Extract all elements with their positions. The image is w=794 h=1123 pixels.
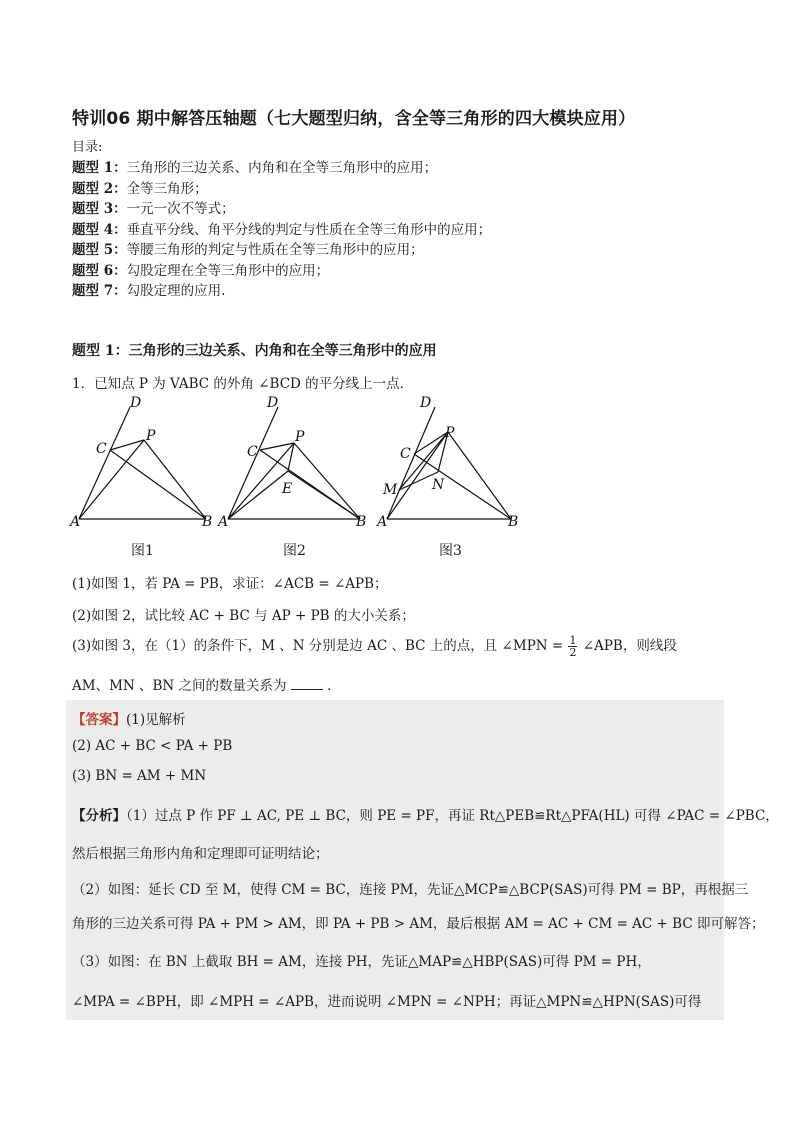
analysis-text: （1）过点 P 作 PF ⊥ AC, PE ⊥ BC，则 PE = PF，再证 Rt△PEB≌Rt△PFA(HL) 可得 ∠PAC = ∠PBC， (126, 808, 779, 824)
analysis-line: 然后根据三角形内角和定理即可证明结论； (72, 846, 329, 862)
point-label-d: D (267, 395, 279, 411)
fraction-denominator: 2 (569, 646, 577, 659)
subquestion-2: (2)如图 2，试比较 AC + BC 与 AP + PB 的大小关系； (72, 608, 415, 624)
point-label-a: A (377, 514, 388, 530)
point-label-a: A (218, 514, 229, 530)
toc-item (72, 158, 491, 179)
toc-item (72, 240, 491, 261)
answer-2: (2) AC + BC < PA + PB (72, 738, 233, 754)
toc-item-label: 题型 2： (72, 180, 127, 197)
point-label-d: D (420, 395, 432, 411)
analysis-tag: 【分析】 (72, 808, 126, 824)
answer-tag: 【答案】 (72, 712, 126, 728)
table-of-contents (72, 158, 491, 302)
analysis-line: ∠MPA = ∠BPH，即 ∠MPH = ∠APB，进而说明 ∠MPN = ∠NPH；再证△MPN≌△HPN(SAS)可得 (72, 994, 702, 1010)
point-label-b: B (356, 514, 367, 530)
toc-item (72, 281, 491, 302)
toc-item-text: 等腰三角形的判定与性质在全等三角形中的应用； (126, 242, 424, 258)
toc-item-label: 题型 3： (72, 201, 127, 217)
fraction-one-half (568, 635, 577, 658)
figure-caption: 图2 (283, 543, 306, 559)
subquestion-3-end: ． (327, 678, 341, 694)
point-label-m: M (383, 482, 398, 498)
subquestion-3-line-2 (72, 674, 341, 694)
point-label-b: B (508, 514, 519, 530)
answer-blank (291, 677, 323, 690)
point-label-p: P (295, 429, 305, 445)
point-label-n: N (432, 477, 445, 493)
answer-1: (1)见解析 (126, 712, 186, 728)
toc-item-text: 全等三角形； (126, 180, 208, 197)
toc-item (72, 220, 491, 241)
geometry-figures (66, 390, 536, 535)
subquestion-3-text: (3)如图 3，在（1）的条件下，M 、N 分别是边 AC 、BC 上的点，且 ∠MPN = (72, 638, 564, 654)
analysis-line: （3）如图：在 BN 上截取 BH = AM，连接 PH，先证△MAP≌△HBP(SAS)可得 PM = PH， (72, 954, 651, 970)
figure-caption: 图3 (439, 543, 462, 559)
toc-item-text: 勾股定理的应用. (126, 283, 226, 299)
figure-1 (79, 407, 206, 519)
answer-line-1 (72, 708, 186, 728)
toc-item (72, 261, 491, 282)
figure-2 (228, 407, 360, 519)
point-label-p: P (146, 428, 156, 444)
toc-item-label: 题型 5： (72, 242, 127, 258)
document-title: 特训06 期中解答压轴题（七大题型归纳，含全等三角形的四大模块应用） (72, 109, 636, 129)
toc-item (72, 199, 491, 220)
point-label-d: D (130, 395, 142, 411)
analysis-line: 角形的三边关系可得 PA + PM > AM，即 PA + PB > AM，最后根据 AM = AC + CM = AC + BC 即可解答； (72, 916, 765, 932)
fraction-numerator: 1 (569, 634, 577, 647)
subquestion-3 (72, 634, 677, 658)
point-label-b: B (202, 514, 213, 530)
figure-3 (387, 407, 511, 519)
toc-item-text: 勾股定理在全等三角形中的应用； (126, 262, 330, 279)
point-label-c: C (96, 441, 107, 457)
subquestion-3-relation: AM、MN 、BN 之间的数量关系为 (72, 678, 287, 694)
toc-item-label: 题型 6： (72, 262, 127, 279)
analysis-line (72, 804, 779, 824)
figure-caption: 图1 (131, 543, 154, 559)
point-label-e: E (282, 481, 293, 497)
toc-item-label: 题型 4： (72, 221, 127, 238)
point-label-a: A (70, 514, 81, 530)
toc-item (72, 179, 491, 200)
toc-item-text: 垂直平分线、角平分线的判定与性质在全等三角形中的应用； (126, 221, 492, 238)
answer-3: (3) BN = AM + MN (72, 768, 207, 784)
question-stem: 1．已知点 P 为 VABC 的外角 ∠BCD 的平分线上一点． (72, 376, 414, 392)
section-heading: 题型 1：三角形的三边关系、内角和在全等三角形中的应用 (72, 343, 437, 359)
point-label-p: P (445, 425, 455, 441)
point-label-c: C (247, 444, 258, 460)
toc-item-label: 题型 7： (72, 283, 127, 299)
toc-heading: 目录: (72, 140, 103, 155)
analysis-line: （2）如图：延长 CD 至 M，使得 CM = BC，连接 PM，先证△MCP≌△BCP(SAS)可得 PM = BP，再根据三 (72, 882, 749, 898)
subquestion-1: (1)如图 1，若 PA = PB，求证：∠ACB = ∠APB； (72, 576, 388, 592)
subquestion-3-text-cont: ∠APB，则线段 (582, 638, 677, 654)
point-label-c: C (400, 446, 411, 462)
toc-item-text: 一元一次不等式； (126, 201, 235, 217)
toc-item-label: 题型 1： (72, 160, 127, 176)
toc-item-text: 三角形的三边关系、内角和在全等三角形中的应用； (126, 160, 438, 176)
